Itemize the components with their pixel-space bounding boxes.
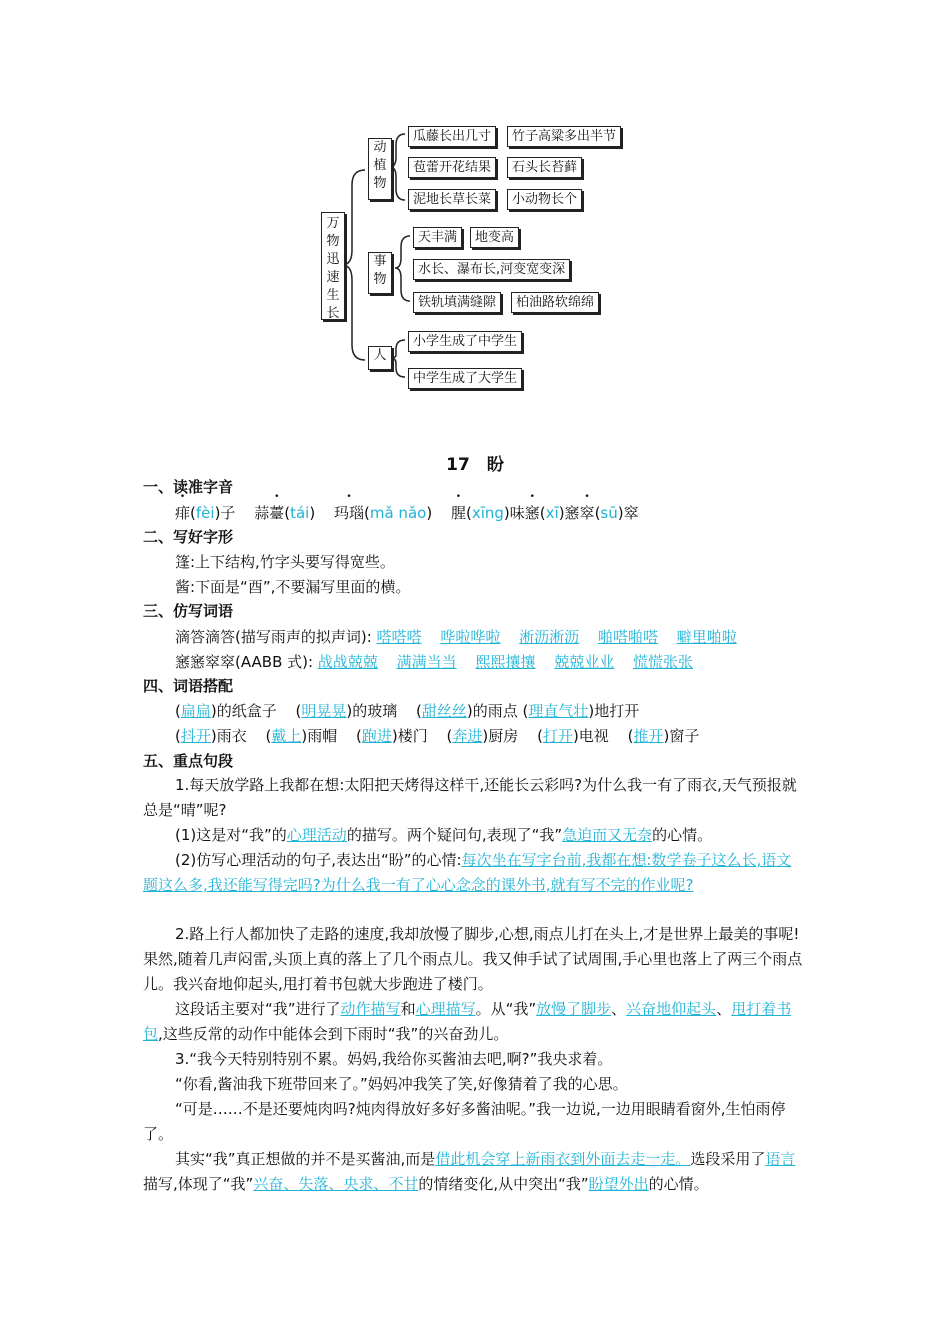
diagram-leaf: 瓜藤长出几寸 — [408, 126, 496, 147]
answer: 噼里啪啦 — [676, 628, 737, 646]
passage-2: 2.路上行人都加快了走路的速度,我却放慢了脚步,心想,雨点儿打在头上,才是世界上最美的事呢!果然,随着几声闷雷,头顶上真的落上了几个雨点儿。我又伸手试了试周围,手心里也落上了两三个雨点儿。我兴奋地仰起头,甩打着书包就大步跑进了楼门。 — [143, 925, 803, 993]
diagram-leaf: 石头长苔藓 — [507, 157, 582, 178]
word-imitation-row: 窸窸窣窣(AABB 式): 战战兢兢 满满当当 熙熙攘攘 兢兢业业 慌慌张张 — [175, 653, 694, 671]
pron-item: 腥(xīng)味 — [450, 504, 525, 522]
passage-1: 1.每天放学路上我都在想:太阳把天烤得这样干,还能长云彩吗?为什么我一有了雨衣,天气预报就总是“晴”呢? — [143, 776, 797, 819]
diagram-leaf: 天丰满 — [413, 227, 462, 248]
pronunciation-line — [175, 502, 639, 523]
pron-item: 痱(fèi)子 — [175, 504, 236, 522]
section-heading: 一、读准字音 — [143, 478, 234, 496]
section-heading: 二、写好字形 — [143, 528, 234, 546]
answer: 熙熙攘攘 — [475, 653, 536, 671]
section-heading: 四、词语搭配 — [143, 677, 234, 695]
text-line: 篷:上下结构,竹字头要写得宽些。 — [175, 553, 395, 571]
pron-item: 窸(xī)窸 — [524, 504, 580, 522]
answer: 兢兢业业 — [554, 653, 615, 671]
collocation-row: (抖开)雨衣 (戴上)雨帽 (跑进)楼门 (奔进)厨房 (打开)电视 (推开)窗子 — [175, 727, 700, 745]
collocation-row: (扁扁)的纸盒子 (明晃晃)的玻璃 (甜丝丝)的雨点 (理直气壮)地打开 — [175, 702, 640, 720]
lesson-title: 17 盼 — [446, 455, 504, 475]
diagram-leaf: 水长、瀑布长,河变宽变深 — [413, 259, 570, 280]
pron-item: 蒜薹(tái) — [254, 504, 316, 522]
section-heading: 三、仿写词语 — [143, 602, 234, 620]
passage-3-line-3: “可是……不是还要炖肉吗?炖肉得放好多好多酱油呢。”我一边说,一边用眼睛看窗外,生怕雨停了。 — [143, 1100, 786, 1143]
diagram-leaf: 小学生成了中学生 — [408, 331, 522, 352]
diagram-branch-things: 事物 — [368, 252, 392, 294]
answer: 哗啦哗啦 — [440, 628, 501, 646]
diagram-leaf: 中学生成了大学生 — [408, 368, 522, 389]
diagram-root: 万物迅速生长 — [321, 212, 345, 320]
diagram-leaf: 苞蕾开花结果 — [408, 157, 496, 178]
passage-3-line-2: “你看,酱油我下班带回来了。”妈妈冲我笑了笑,好像猜着了我的心思。 — [175, 1075, 628, 1093]
diagram-leaf: 泥地长草长菜 — [408, 189, 496, 210]
diagram-leaf: 竹子高粱多出半节 — [507, 126, 621, 147]
diagram-branch-people: 人 — [368, 346, 392, 370]
answer-1-1: (1)这是对“我”的心理活动的描写。两个疑问句,表现了“我”急迫而又无奈的心情。 — [175, 826, 713, 844]
answer: 啪嗒啪嗒 — [597, 628, 658, 646]
answer-3: 其实“我”真正想做的并不是买酱油,而是借此机会穿上新雨衣到外面去走一走。选段采用了语言描写,体现了“我”兴奋、失落、央求、不甘的情绪变化,从中突出“我”盼望外出的心情。 — [143, 1150, 796, 1193]
pron-item: 玛瑙(mǎ nǎo) — [333, 504, 433, 522]
text-line: 酱:下面是“酉”,不要漏写里面的横。 — [175, 578, 411, 596]
passage-3-line-1: 3.“我今天特别特别不累。妈妈,我给你买酱油去吧,啊?”我央求着。 — [175, 1050, 613, 1068]
diagram-leaf: 铁轨填满缝隙 — [413, 292, 501, 313]
section-heading: 五、重点句段 — [143, 752, 234, 770]
answer: 嗒嗒嗒 — [376, 628, 422, 646]
answer-2: 这段话主要对“我”进行了动作描写和心理描写。从“我”放慢了脚步、兴奋地仰起头、甩打着书包,这些反常的动作中能体会到下雨时“我”的兴奋劲儿。 — [143, 1000, 792, 1043]
diagram-leaf: 小动物长个 — [507, 189, 582, 210]
answer: 淅沥淅沥 — [519, 628, 580, 646]
diagram-leaf: 柏油路软绵绵 — [511, 292, 599, 313]
answer: 战战兢兢 — [317, 653, 378, 671]
answer: 慌慌张张 — [633, 653, 694, 671]
pron-item: 窣(sū)窣 — [579, 504, 639, 522]
answer-1-2: (2)仿写心理活动的句子,表达出“盼”的心情:每次坐在写字台前,我都在想:数学卷子这么长,语文题这么多,我还能写得完吗?为什么我一有了心心念念的课外书,就有写不完的作业呢? — [143, 851, 792, 894]
diagram-branch-plants: 动植物 — [368, 138, 392, 200]
diagram-leaf: 地变高 — [470, 227, 519, 248]
answer: 满满当当 — [396, 653, 457, 671]
word-imitation-row: 滴答滴答(描写雨声的拟声词): 嗒嗒嗒 哗啦哗啦 淅沥淅沥 啪嗒啪嗒 噼里啪啦 — [175, 628, 737, 646]
